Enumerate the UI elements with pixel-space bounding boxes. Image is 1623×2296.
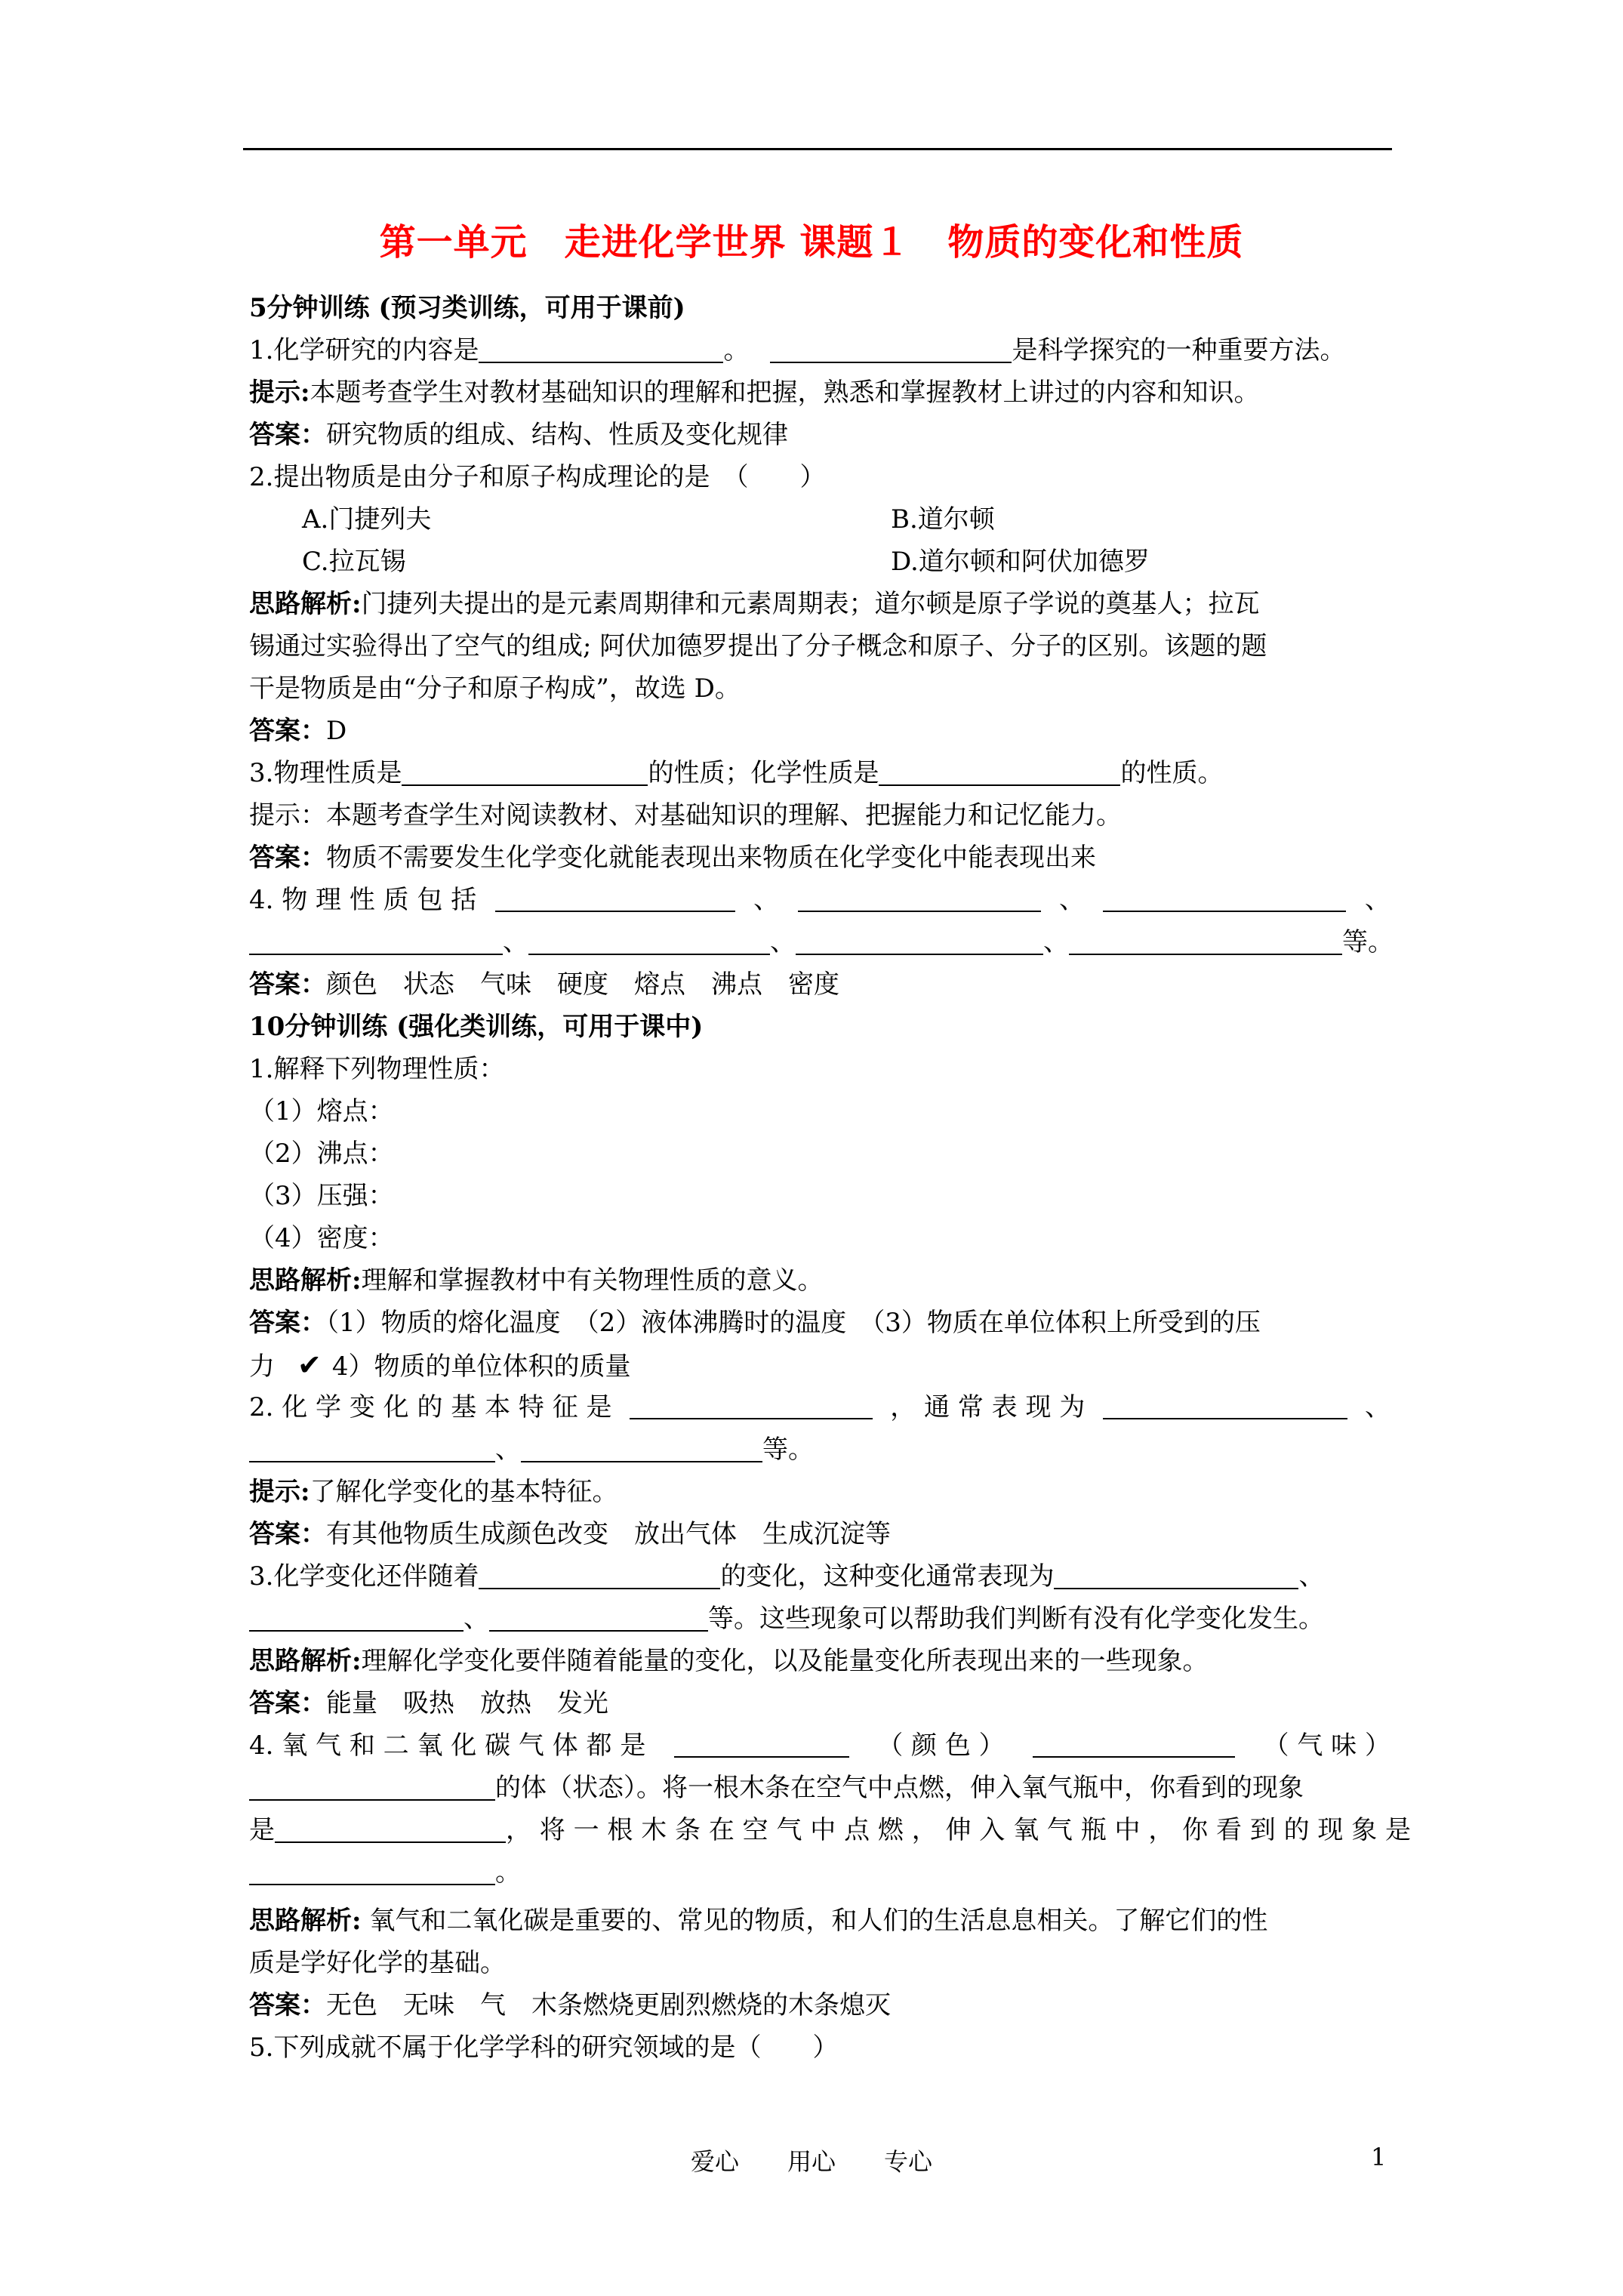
hint-text: 本题考查学生对教材基础知识的理解和把握，熟悉和掌握教材上讲过的内容和知识。 <box>310 378 1260 408</box>
question-4 <box>249 1729 1390 1762</box>
answer-blank <box>1069 926 1342 955</box>
page-footer: 爱心 用心 专心 <box>690 2147 932 2176</box>
question-4-cont <box>249 1771 1304 1804</box>
analysis-line: 锡通过实验得出了空气的组成; 阿伏加德罗提出了分子概念和原子、分子的区别。该题的题 <box>249 631 1267 661</box>
separator: 、 <box>463 1604 489 1634</box>
analysis-line <box>249 587 1260 621</box>
answer-label: 答案： <box>249 1688 326 1718</box>
answer-blank <box>630 1391 873 1419</box>
option-c: C.拉瓦锡 <box>302 547 406 577</box>
answer-blank <box>1103 883 1346 912</box>
question-text: 的变化，这种变化通常表现为 <box>720 1561 1055 1592</box>
question-text: 1.化学研究的内容是 <box>249 335 479 365</box>
analysis-text: 理解化学变化要伴随着能量的变化，以及能量变化所表现出来的一些现象。 <box>361 1646 1209 1676</box>
answer-text: 能量 吸热 放热 发光 <box>326 1688 608 1718</box>
analysis-line <box>249 1644 1209 1678</box>
answer-label: 答案： <box>249 716 326 746</box>
question-text: 的性质。 <box>1120 758 1224 788</box>
question-2-cont <box>249 1433 814 1466</box>
question-text: 是科学探究的一种重要方法。 <box>1012 335 1346 365</box>
answer-label: 答案： <box>249 1519 326 1549</box>
question-4-cont <box>249 1814 1411 1847</box>
analysis-line: 干是物质是由“分子和原子构成”，故选 D。 <box>249 673 741 704</box>
hint-label: 提示: <box>249 1477 310 1507</box>
question-text: （ 气 味 ） <box>1263 1730 1390 1761</box>
answer-blank <box>674 1729 849 1758</box>
question-4-cont <box>249 926 1394 959</box>
answer-blank <box>479 1561 720 1589</box>
answer-text: 研究物质的组成、结构、性质及变化规律 <box>326 420 788 450</box>
answer-line <box>249 1348 630 1382</box>
checkmark-icon: ✔ <box>297 1348 322 1382</box>
option-d: D.道尔顿和阿伏加德罗 <box>891 547 1150 577</box>
question-text: 的性质；化学性质是 <box>648 758 879 788</box>
answer-blank <box>796 926 1043 955</box>
question-5: 5.下列成就不属于化学学科的研究领域的是（ ） <box>249 2032 839 2063</box>
question-text: 等。 <box>762 1435 814 1465</box>
sub-item: （1）熔点： <box>249 1096 394 1126</box>
question-4-cont <box>249 1856 521 1889</box>
answer-blank <box>495 883 735 912</box>
analysis-text: 氧气和二氧化碳是重要的、常见的物质，和人们的生活息息相关。了解它们的性 <box>361 1906 1268 1936</box>
separator: 、 <box>1298 1561 1325 1592</box>
answer-blank <box>249 1603 463 1632</box>
question-text: 2. 化 学 变 化 的 基 本 特 征 是 <box>249 1392 612 1422</box>
analysis-label: 思路解析: <box>249 589 362 619</box>
question-text: 等。 <box>1342 927 1394 957</box>
answer-label: 答案： <box>249 1308 326 1338</box>
answer-blank <box>798 883 1041 912</box>
separator: 、 <box>1059 885 1086 915</box>
hint-text: 了解化学变化的基本特征。 <box>310 1477 618 1507</box>
answer-line <box>249 841 1096 874</box>
hint-line <box>249 1475 618 1509</box>
question-text: 3.化学变化还伴随着 <box>249 1561 479 1592</box>
separator: 、 <box>1043 927 1069 957</box>
question-text: ， 通 常 表 现 为 <box>890 1392 1086 1422</box>
answer-line <box>249 968 839 1001</box>
analysis-label: 思路解析: <box>249 1906 362 1936</box>
analysis-text: 门捷列夫提出的是元素周期律和元素周期表；道尔顿是原子学说的奠基人；拉瓦 <box>361 589 1260 619</box>
answer-blank <box>770 334 1012 363</box>
question-2 <box>249 1391 1390 1424</box>
section-heading-10min: 10分钟训练 (强化类训练，可用于课中) <box>249 1012 704 1042</box>
sub-item: （4）密度： <box>249 1223 394 1253</box>
answer-line <box>249 1687 608 1720</box>
question-text: 。 <box>723 335 750 365</box>
question-text: ， 将 一 根 木 条 在 空 气 中 点 燃 ， 伸 入 氧 气 瓶 中 ， 你 看 到 的 现 象 是 <box>506 1815 1411 1845</box>
question-text: 4. 氧 气 和 二 氧 化 碳 气 体 都 是 <box>249 1730 646 1761</box>
question-text: 3.物理性质是 <box>249 758 402 788</box>
answer-label: 答案： <box>249 1990 326 2020</box>
analysis-label: 思路解析: <box>249 1646 362 1676</box>
option-row <box>302 503 995 536</box>
question-3-cont <box>249 1602 1324 1635</box>
answer-text: D <box>326 716 347 746</box>
answer-line <box>249 1306 1261 1339</box>
answer-blank <box>1054 1561 1298 1589</box>
section-heading-5min: 5分钟训练 (预习类训练，可用于课前) <box>249 293 685 323</box>
answer-line <box>249 1989 891 2022</box>
question-4 <box>249 883 1390 917</box>
option-a: A.门捷列夫 <box>302 504 432 535</box>
question-text: 4. 物 理 性 质 包 括 <box>249 885 477 915</box>
answer-blank <box>521 1434 762 1462</box>
question-3 <box>249 757 1223 790</box>
separator: 、 <box>1364 885 1390 915</box>
analysis-label: 思路解析: <box>249 1265 362 1296</box>
answer-blank <box>249 1434 495 1462</box>
answer-text: （1）物质的熔化温度 （2）液体沸腾时的温度 （3）物质在单位体积上所受到的压 <box>326 1308 1261 1338</box>
option-b: B.道尔顿 <box>891 504 995 535</box>
answer-text: 力 <box>249 1351 275 1382</box>
question-1: 1.解释下列物理性质： <box>249 1054 505 1084</box>
separator: 、 <box>503 927 528 957</box>
answer-line <box>249 1518 891 1551</box>
separator: 、 <box>1365 1392 1390 1422</box>
answer-text: 物质不需要发生化学变化就能表现出来物质在化学变化中能表现出来 <box>326 843 1096 873</box>
header-rule <box>243 148 1392 150</box>
answer-text: 4）物质的单位体积的质量 <box>331 1351 631 1382</box>
answer-blank <box>479 334 723 363</box>
separator: 、 <box>770 927 796 957</box>
question-1 <box>249 334 1345 367</box>
sub-item: （3）压强： <box>249 1181 394 1211</box>
answer-text: 有其他物质生成颜色改变 放出气体 生成沉淀等 <box>326 1519 891 1549</box>
answer-blank <box>879 757 1120 786</box>
answer-text: 颜色 状态 气味 硬度 熔点 沸点 密度 <box>326 969 839 1000</box>
answer-blank <box>402 757 648 786</box>
answer-blank <box>249 1772 495 1801</box>
question-text: 是 <box>249 1815 275 1845</box>
answer-blank <box>1033 1729 1235 1758</box>
sub-item: （2）沸点： <box>249 1139 394 1169</box>
answer-line <box>249 714 346 747</box>
answer-blank <box>489 1603 708 1632</box>
hint-label: 提示: <box>249 378 310 408</box>
separator: 、 <box>753 885 780 915</box>
answer-label: 答案： <box>249 420 326 450</box>
question-3 <box>249 1560 1324 1593</box>
hint-line: 提示：本题考查学生对阅读教材、对基础知识的理解、把握能力和记忆能力。 <box>249 800 1122 831</box>
question-text: 的体（状态）。将一根木条在空气中点燃，伸入氧气瓶中，你看到的现象 <box>495 1773 1304 1803</box>
option-row <box>302 545 1150 578</box>
question-text: 等。这些现象可以帮助我们判断有没有化学变化发生。 <box>708 1604 1324 1634</box>
answer-text: 无色 无味 气 木条燃烧更剧烈燃烧的木条熄灭 <box>326 1990 891 2020</box>
analysis-line: 质是学好化学的基础。 <box>249 1948 506 1978</box>
page-number: 1 <box>1371 2143 1387 2171</box>
answer-blank <box>1103 1391 1347 1419</box>
separator: 、 <box>495 1435 521 1465</box>
answer-label: 答案： <box>249 843 326 873</box>
analysis-line <box>249 1904 1267 1937</box>
answer-blank <box>528 926 770 955</box>
analysis-text: 理解和掌握教材中有关物理性质的意义。 <box>361 1265 824 1296</box>
page-title: 第一单元 走进化学世界 课题１ 物质的变化和性质 <box>379 221 1244 264</box>
hint-line <box>249 376 1260 409</box>
question-text: 。 <box>495 1857 521 1888</box>
question-text: （ 颜 色 ） <box>877 1730 1005 1761</box>
answer-blank <box>249 926 503 955</box>
answer-blank <box>249 1857 495 1885</box>
question-2: 2.提出物质是由分子和原子构成理论的是 （ ） <box>249 462 826 492</box>
answer-line <box>249 418 788 451</box>
analysis-line <box>249 1264 824 1297</box>
answer-blank <box>275 1814 506 1843</box>
answer-label: 答案： <box>249 969 326 1000</box>
